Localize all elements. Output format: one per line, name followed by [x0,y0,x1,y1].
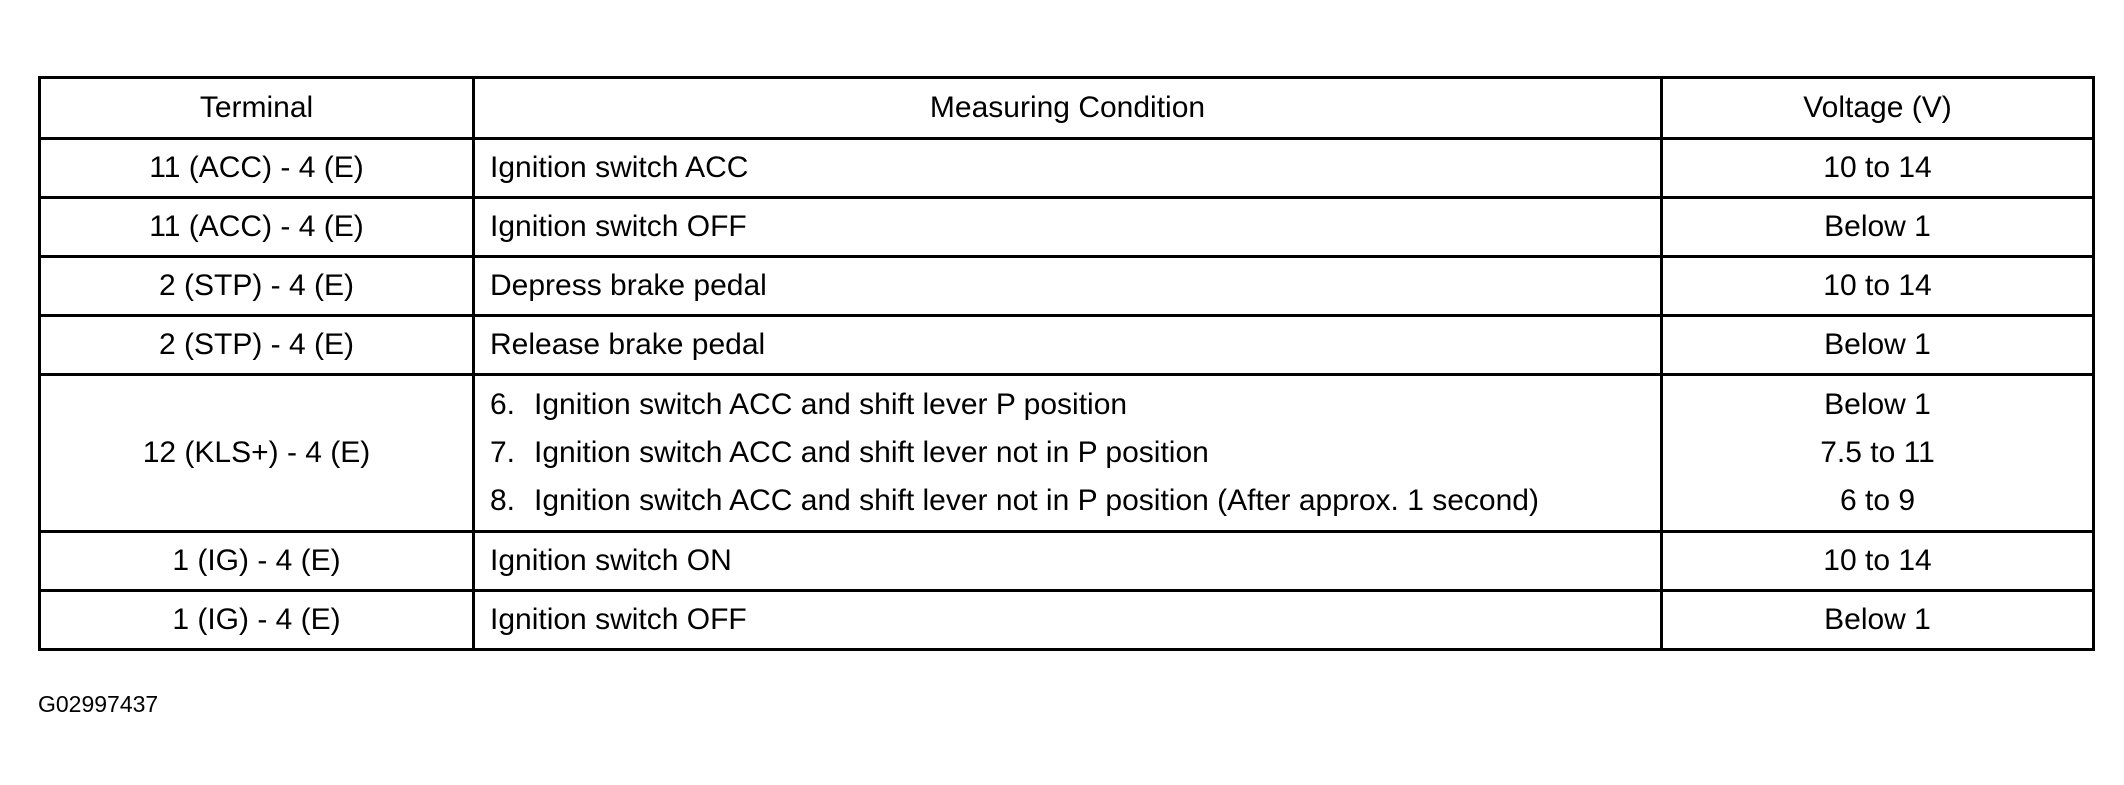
header-measuring-condition: Measuring Condition [474,78,1662,139]
voltage-list-cell [1662,375,2094,532]
voltage-item: 7.5 to 11 [1820,436,1935,469]
condition-cell: Ignition switch ON [474,532,1662,591]
condition-item [490,381,1645,429]
condition-item [490,477,1645,525]
table-row-kls [40,375,2094,532]
table-row [40,591,2094,650]
table-row [40,198,2094,257]
voltage-cell: 10 to 14 [1662,257,2094,316]
voltage-item: Below 1 [1824,388,1931,421]
condition-cell: Ignition switch ACC [474,139,1662,198]
condition-cell: Release brake pedal [474,316,1662,375]
terminal-cell: 11 (ACC) - 4 (E) [40,198,474,257]
table-header-row [40,78,2094,139]
voltage-cell: 10 to 14 [1662,139,2094,198]
table-row [40,257,2094,316]
condition-item-number: 6. [490,388,516,421]
table-row [40,139,2094,198]
condition-item-text: Ignition switch ACC and shift lever not in P position (After approx. 1 second) [534,484,1539,517]
condition-item-number: 7. [490,436,516,469]
condition-item-text: Ignition switch ACC and shift lever P position [534,388,1128,421]
header-voltage: Voltage (V) [1662,78,2094,139]
figure-id-label: G02997437 [38,691,159,717]
terminal-cell: 12 (KLS+) - 4 (E) [40,375,474,532]
voltage-cell: 10 to 14 [1662,532,2094,591]
terminal-cell: 2 (STP) - 4 (E) [40,257,474,316]
voltage-cell: Below 1 [1662,316,2094,375]
header-terminal: Terminal [40,78,474,139]
terminal-cell: 1 (IG) - 4 (E) [40,591,474,650]
terminal-cell: 2 (STP) - 4 (E) [40,316,474,375]
condition-list-cell [474,375,1662,532]
voltage-item: 6 to 9 [1839,484,1916,517]
table-row [40,316,2094,375]
condition-item-text: Ignition switch ACC and shift lever not in P position [534,436,1209,469]
condition-item [490,429,1645,477]
terminal-cell: 11 (ACC) - 4 (E) [40,139,474,198]
condition-cell: Ignition switch OFF [474,198,1662,257]
voltage-cell: Below 1 [1662,198,2094,257]
condition-cell: Depress brake pedal [474,257,1662,316]
voltage-cell: Below 1 [1662,591,2094,650]
terminal-cell: 1 (IG) - 4 (E) [40,532,474,591]
condition-cell: Ignition switch OFF [474,591,1662,650]
table-row [40,532,2094,591]
terminal-voltage-table [38,76,2095,651]
condition-item-number: 8. [490,484,516,517]
